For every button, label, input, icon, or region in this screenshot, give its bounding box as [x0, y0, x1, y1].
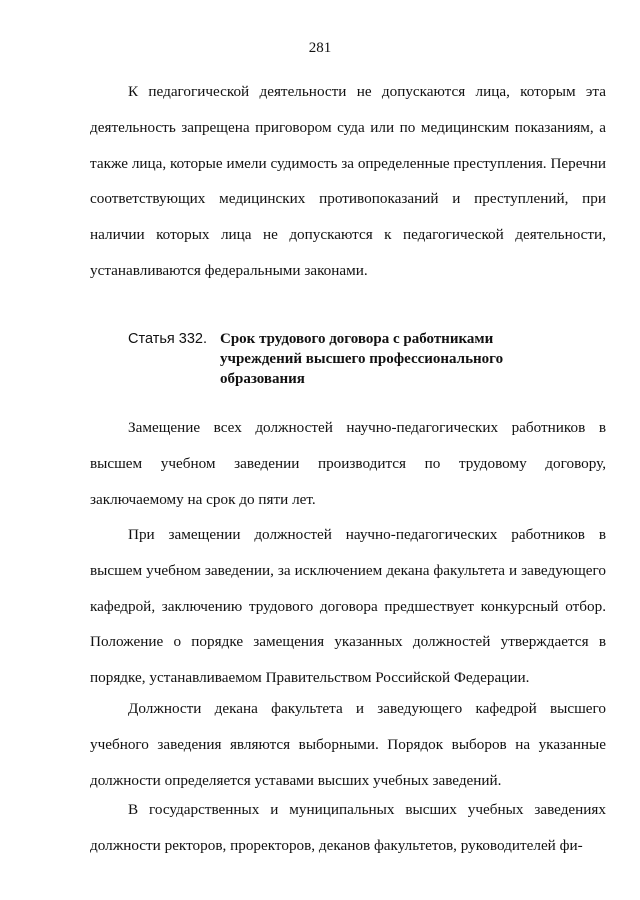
article-title-line: Срок трудового договора с работниками — [220, 331, 494, 347]
article-paragraph: В государственных и муниципальных высших учебных заведениях должности ректоров, проректоров, деканов факультетов, руководителей фи- — [90, 801, 606, 854]
paragraph-pedagogical-activity: К педагогической деятельности не допускаются лица, которым эта деятельность запрещена приговором суда или по медицинским показаниям, а также лица, которые имели судимость за определенные преступления. Перечни соответствующих медицинских противопоказаний и преступлений, при наличии которых лица не допускаются к педагогической деятельности, устанавливаются федеральными законами. — [90, 83, 606, 279]
article-title-line: образования — [220, 371, 305, 387]
article-paragraph: При замещении должностей научно-педагогических работников в высшем учебном заведении, за исключением декана факультета и заведующего кафедрой, заключению трудового договора предшествует конкурсный отбор. Положение о порядке замещения указанных должностей утверждается в порядке, устанавливаемом Правительством Российской Федерации. — [90, 526, 606, 687]
article-paragraph: Замещение всех должностей научно-педагогических работников в высшем учебном заведении производится по трудовому договору, заключаемому на срок до пяти лет. — [90, 419, 606, 508]
article-title-line: учреждений высшего профессионального — [220, 351, 504, 367]
page-number: 281 — [308, 40, 332, 56]
article-title — [220, 329, 550, 389]
article-number: Статья 332. — [128, 331, 207, 347]
article-paragraph: Должности декана факультета и заведующего кафедрой высшего учебного заведения являются выборными. Порядок выборов на указанные должности определяется уставами высших учебных заведений. — [90, 700, 606, 789]
